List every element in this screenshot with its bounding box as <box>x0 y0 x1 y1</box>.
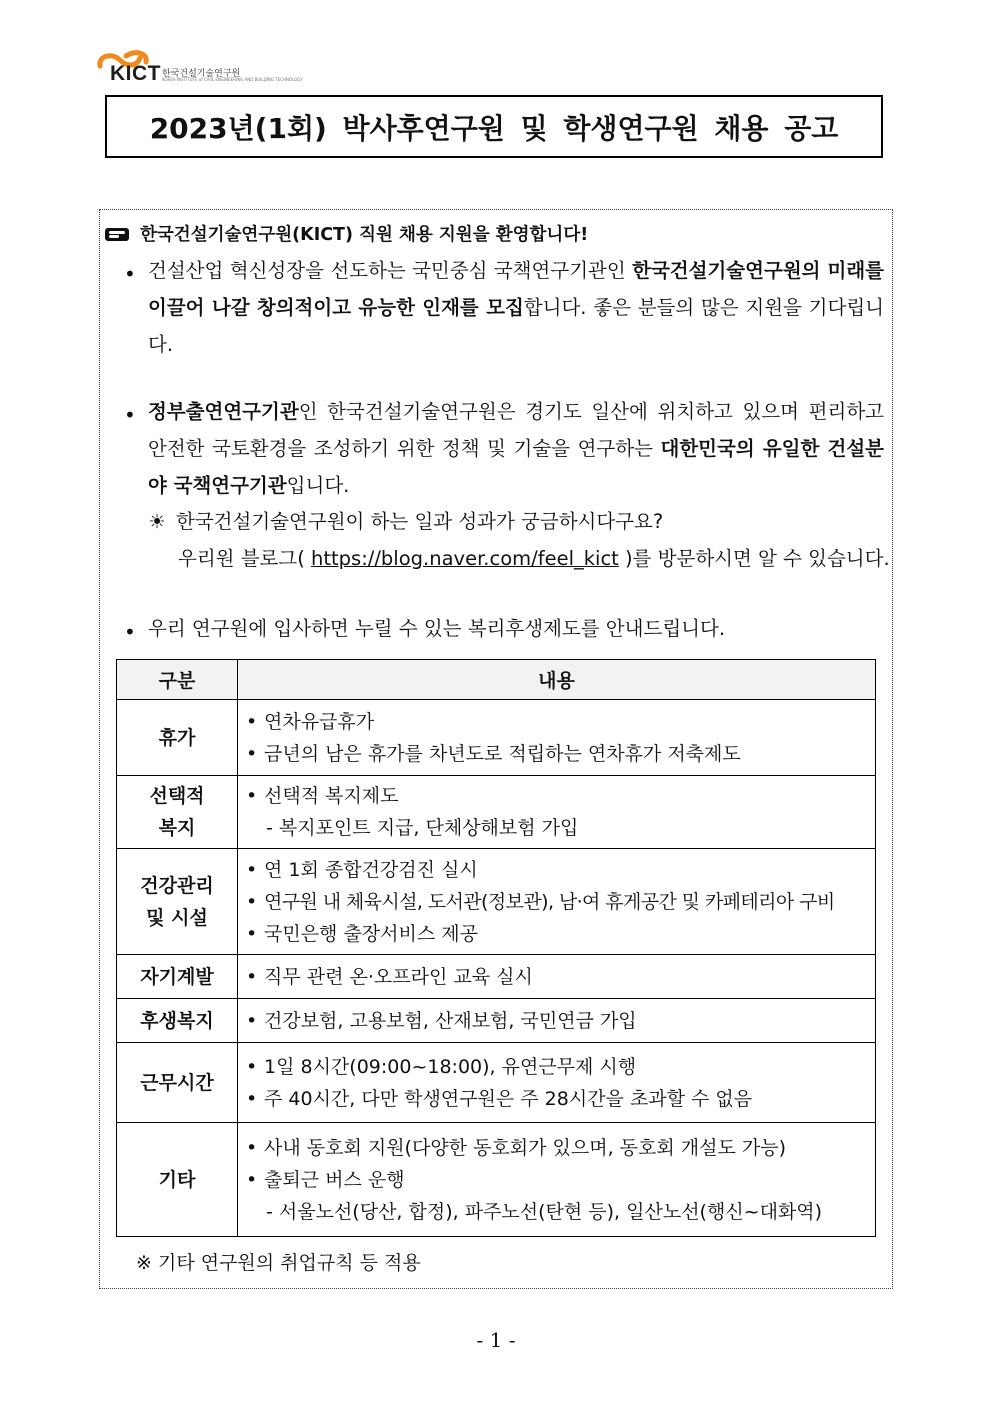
welcome-heading-text: 한국건설기술연구원(KICT) 직원 채용 지원을 환영합니다! <box>140 225 589 245</box>
list-item: • 국민은행 출장서비스 제공 <box>246 922 478 945</box>
row-content <box>238 955 876 999</box>
intro-p1-text: 건설산업 혁신성장을 선도하는 국민중심 국책연구기관인 <box>148 259 633 282</box>
list-item: • 선택적 복지제도 <box>246 785 399 807</box>
table-row <box>117 1043 876 1123</box>
row-category: 선택적 복지 <box>117 776 238 849</box>
list-item: • 1일 8시간(09:00~18:00), 유연근무제 시행 <box>246 1055 637 1078</box>
sun-icon: ☀ <box>148 510 166 533</box>
footnote: ※ 기타 연구원의 취업규칙 등 적용 <box>136 1252 421 1274</box>
logo-wordmark: KICT <box>110 62 161 85</box>
row-category: 근무시간 <box>117 1043 238 1123</box>
bullet-dot-icon: • <box>124 620 136 644</box>
list-item: • 연구원 내 체육시설, 도서관(정보관), 남·여 휴게공간 및 카페테리아 구비 <box>246 890 835 913</box>
row-category: 건강관리 및 시설 <box>117 849 238 955</box>
page-number: - 1 - <box>476 1328 516 1352</box>
table-row <box>117 955 876 999</box>
row-category: 후생복지 <box>117 999 238 1043</box>
list-item: • 연 1회 종합건강검진 실시 <box>246 858 478 881</box>
page-title: 2023년(1회) 박사후연구원 및 학생연구원 채용 공고 <box>105 95 883 158</box>
row-content <box>238 700 876 776</box>
intro-paragraph-3: 우리 연구원에 입사하면 누릴 수 있는 복리후생제도를 안내드립니다. <box>148 617 726 640</box>
table-row <box>117 700 876 776</box>
intro-p2-bold-1: 정부출연연구기관 <box>148 400 299 423</box>
list-item: • 연차유급휴가 <box>246 710 375 733</box>
list-item: • 직무 관련 온·오프라인 교육 실시 <box>246 965 533 988</box>
kict-logo <box>96 48 396 88</box>
table-row <box>117 999 876 1043</box>
list-item: • 건강보험, 고용보험, 산재보험, 국민연금 가입 <box>246 1009 637 1032</box>
pointing-hand-icon <box>104 225 130 243</box>
blog-info-line-1 <box>148 504 663 540</box>
row-category: 자기계발 <box>117 955 238 999</box>
table-row <box>117 776 876 849</box>
list-item: • 주 40시간, 다만 학생연구원은 주 28시간을 초과할 수 없음 <box>246 1087 753 1110</box>
bullet-dot-icon: • <box>124 403 136 427</box>
logo-korean-name: 한국건설기술연구원 <box>162 69 241 79</box>
row-content <box>238 1043 876 1123</box>
row-content <box>238 849 876 955</box>
list-sub-item: - 복지포인트 지급, 단체상해보험 가입 <box>266 817 579 839</box>
blog-link[interactable]: https://blog.naver.com/feel_kict <box>311 547 619 570</box>
row-content <box>238 999 876 1043</box>
table-header-row <box>117 660 876 700</box>
intro-p2-text: 인 한국건설기술연구원은 경기도 일산에 위치하고 있으며 편리하고 안전한 국토환경을 조성하기 위한 정책 및 기술을 연구하는 <box>148 400 884 460</box>
list-sub-item: - 서울노선(당산, 합정), 파주노선(탄현 등), 일산노선(행신~대화역) <box>266 1200 823 1223</box>
bullet-dot-icon: • <box>124 262 136 286</box>
list-item: • 금년의 남은 휴가를 차년도로 적립하는 연차휴가 저축제도 <box>246 742 741 765</box>
intro-p2-bold-2: 대한민국의 유일한 건설분야 국책연구기관 <box>148 437 884 497</box>
intro-paragraph-1 <box>148 252 884 363</box>
intro-p2-end: 입니다. <box>286 474 350 497</box>
row-category: 기타 <box>117 1123 238 1237</box>
header-category: 구분 <box>117 660 238 700</box>
header-content: 내용 <box>238 660 876 700</box>
row-category: 휴가 <box>117 700 238 776</box>
row-content <box>238 1123 876 1237</box>
intro-p1-bold: 한국건설기술연구원의 미래를 이끌어 나갈 창의적이고 유능한 인재를 모집 <box>148 259 885 319</box>
blog-info-suffix: )를 방문하시면 알 수 있습니다. <box>618 547 890 570</box>
welcome-heading <box>104 221 588 246</box>
table-row <box>117 1123 876 1237</box>
list-item: • 사내 동호회 지원(다양한 동호회가 있으며, 동호회 개설도 가능) <box>246 1136 786 1159</box>
list-item: • 출퇴근 버스 운행 <box>246 1168 405 1191</box>
table-row <box>117 849 876 955</box>
intro-p1-end: 합니다. 좋은 분들의 많은 지원을 기다립니다. <box>148 296 884 356</box>
blog-info-line-2 <box>178 541 890 577</box>
blog-info-prefix: 우리원 블로그( <box>178 547 312 570</box>
intro-paragraph-2 <box>148 393 884 504</box>
logo-english-name: KOREA INSTITUTE of CIVIL ENGINEERING AND BUILDING TECHNOLOGY <box>162 77 303 82</box>
welfare-table <box>116 659 876 1237</box>
row-content <box>238 776 876 849</box>
blog-info-text: 한국건설기술연구원이 하는 일과 성과가 궁금하시다구요? <box>176 510 664 533</box>
